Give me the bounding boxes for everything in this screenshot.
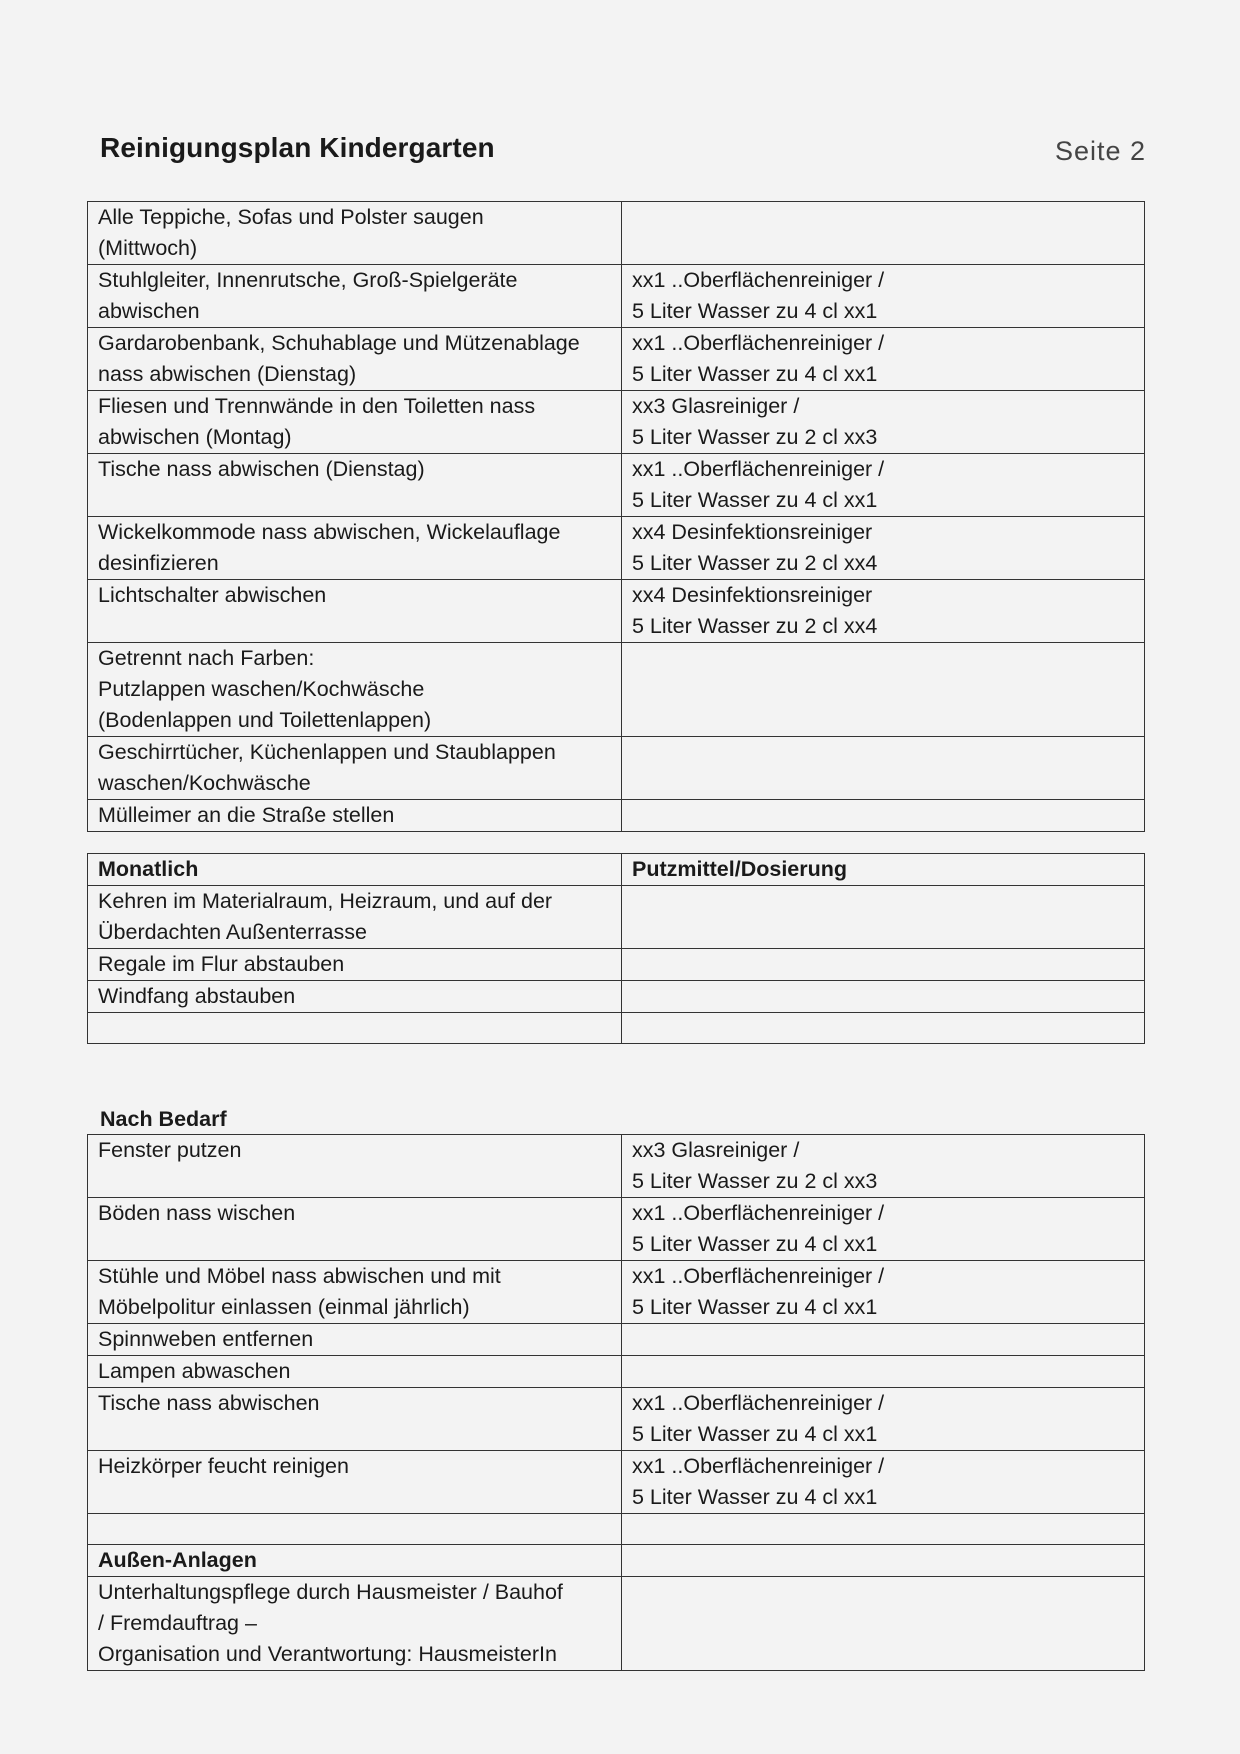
cleaning-table-weekly — [87, 201, 1145, 832]
table-body — [88, 202, 1145, 832]
task-text: Getrennt nach Farben: — [98, 646, 315, 670]
table-row — [88, 1261, 1145, 1324]
table-body — [88, 1135, 1145, 1671]
task-cell — [88, 1324, 622, 1356]
table-row — [88, 580, 1145, 643]
cleaning-table-as-needed — [87, 1134, 1145, 1671]
section-label-nach-bedarf: Nach Bedarf — [100, 1107, 227, 1131]
task-cell — [88, 1514, 622, 1545]
task-text: Heizkörper feucht reinigen — [98, 1454, 349, 1478]
table-row — [88, 1013, 1145, 1044]
task-text: Gardarobenbank, Schuhablage und Mützenablage — [98, 331, 580, 355]
table-row — [88, 643, 1145, 737]
agent-text: 5 Liter Wasser zu 4 cl xx1 — [632, 1485, 878, 1509]
task-cell — [88, 454, 622, 517]
cleaning-agent-cell — [622, 1545, 1145, 1577]
page-title: Reinigungsplan Kindergarten — [100, 132, 495, 163]
task-cell — [88, 886, 622, 949]
agent-text: xx1 ..Oberflächenreiniger / — [632, 331, 885, 355]
agent-text: xx1 ..Oberflächenreiniger / — [632, 1391, 885, 1415]
table-row — [88, 1198, 1145, 1261]
task-text: waschen/Kochwäsche — [98, 771, 311, 795]
task-text: Windfang abstauben — [98, 984, 296, 1008]
agent-text: 5 Liter Wasser zu 2 cl xx4 — [632, 614, 878, 638]
task-text: Möbelpolitur einlassen (einmal jährlich) — [98, 1295, 470, 1319]
task-cell — [88, 1135, 622, 1198]
cleaning-agent-cell — [622, 580, 1145, 643]
cleaning-agent-cell — [622, 1135, 1145, 1198]
cleaning-agent-cell — [622, 1198, 1145, 1261]
table-row — [88, 328, 1145, 391]
task-text: Geschirrtücher, Küchenlappen und Staublappen — [98, 740, 556, 764]
task-text: nass abwischen (Dienstag) — [98, 362, 357, 386]
cleaning-agent-cell — [622, 800, 1145, 832]
cleaning-agent-cell — [622, 1577, 1145, 1671]
agent-text: 5 Liter Wasser zu 4 cl xx1 — [632, 1422, 878, 1446]
cleaning-agent-cell — [622, 1013, 1145, 1044]
task-text: Stuhlgleiter, Innenrutsche, Groß-Spielgeräte — [98, 268, 518, 292]
task-text: Fenster putzen — [98, 1138, 242, 1162]
agent-text: 5 Liter Wasser zu 2 cl xx4 — [632, 551, 878, 575]
table-row — [88, 1451, 1145, 1514]
agent-text: xx3 Glasreiniger / — [632, 394, 800, 418]
task-cell — [88, 800, 622, 832]
table-row — [88, 1388, 1145, 1451]
task-text: Mülleimer an die Straße stellen — [98, 803, 395, 827]
task-cell — [88, 643, 622, 737]
task-text: Kehren im Materialraum, Heizraum, und auf der — [98, 889, 553, 913]
agent-text: xx1 ..Oberflächenreiniger / — [632, 268, 885, 292]
table-row — [88, 1324, 1145, 1356]
task-cell — [88, 1388, 622, 1451]
task-text: Tische nass abwischen (Dienstag) — [98, 457, 425, 481]
agent-text: xx1 ..Oberflächenreiniger / — [632, 1201, 885, 1225]
task-text: abwischen — [98, 299, 200, 323]
task-text: Alle Teppiche, Sofas und Polster saugen — [98, 205, 484, 229]
task-cell — [88, 265, 622, 328]
task-text: Regale im Flur abstauben — [98, 952, 345, 976]
cleaning-agent-cell — [622, 1261, 1145, 1324]
task-cell — [88, 202, 622, 265]
cleaning-agent-cell — [622, 202, 1145, 265]
task-cell — [88, 1577, 622, 1671]
agent-text: xx1 ..Oberflächenreiniger / — [632, 457, 885, 481]
page-number: Seite 2 — [1054, 136, 1146, 166]
task-text: / Fremdauftrag – — [98, 1611, 257, 1635]
task-text: Organisation und Verantwortung: HausmeisterIn — [98, 1642, 557, 1666]
task-cell — [88, 1198, 622, 1261]
agent-text: 5 Liter Wasser zu 4 cl xx1 — [632, 488, 878, 512]
task-cell — [88, 328, 622, 391]
cleaning-agent-cell — [622, 737, 1145, 800]
task-cell — [88, 1261, 622, 1324]
agent-text: xx1 ..Oberflächenreiniger / — [632, 1454, 885, 1478]
agent-text: 5 Liter Wasser zu 4 cl xx1 — [632, 1232, 878, 1256]
task-text: Fliesen und Trennwände in den Toiletten nass — [98, 394, 536, 418]
agent-text: xx3 Glasreiniger / — [632, 1138, 800, 1162]
task-text: Unterhaltungspflege durch Hausmeister / Bauhof — [98, 1580, 563, 1604]
agent-text: xx1 ..Oberflächenreiniger / — [632, 1264, 885, 1288]
agent-text: 5 Liter Wasser zu 4 cl xx1 — [632, 1295, 878, 1319]
cleaning-agent-cell — [622, 886, 1145, 949]
cleaning-agent-cell — [622, 1356, 1145, 1388]
table-row — [88, 1545, 1145, 1577]
cleaning-agent-cell — [622, 454, 1145, 517]
task-text: (Bodenlappen und Toilettenlappen) — [98, 708, 432, 732]
cleaning-agent-cell — [622, 981, 1145, 1013]
task-cell — [88, 981, 622, 1013]
agent-text: 5 Liter Wasser zu 2 cl xx3 — [632, 425, 878, 449]
cleaning-agent-cell — [622, 1451, 1145, 1514]
task-cell — [88, 949, 622, 981]
task-text: desinfizieren — [98, 551, 219, 575]
cleaning-agent-cell — [622, 1324, 1145, 1356]
task-cell — [88, 737, 622, 800]
cleaning-agent-cell — [622, 391, 1145, 454]
task-text: Lampen abwaschen — [98, 1359, 291, 1383]
table-row — [88, 1135, 1145, 1198]
agent-text: 5 Liter Wasser zu 4 cl xx1 — [632, 362, 878, 386]
cleaning-agent-cell — [622, 1514, 1145, 1545]
cleaning-agent-cell — [622, 643, 1145, 737]
table-row — [88, 265, 1145, 328]
task-text: Tische nass abwischen — [98, 1391, 320, 1415]
task-text: Stühle und Möbel nass abwischen und mit — [98, 1264, 501, 1288]
header-task: Monatlich — [88, 854, 622, 886]
task-cell — [88, 1013, 622, 1044]
table-body — [88, 886, 1145, 1044]
task-text: (Mittwoch) — [98, 236, 198, 260]
table-row — [88, 517, 1145, 580]
table-row — [88, 202, 1145, 265]
table-row — [88, 981, 1145, 1013]
task-cell — [88, 1356, 622, 1388]
cleaning-agent-cell — [622, 517, 1145, 580]
task-text: Lichtschalter abwischen — [98, 583, 327, 607]
agent-text: xx4 Desinfektionsreiniger — [632, 520, 873, 544]
table-row — [88, 1356, 1145, 1388]
task-text: Überdachten Außenterrasse — [98, 920, 367, 944]
cleaning-table-monthly — [87, 853, 1145, 1044]
task-cell — [88, 1545, 622, 1577]
cleaning-agent-cell — [622, 1388, 1145, 1451]
cleaning-agent-cell — [622, 328, 1145, 391]
cleaning-agent-cell — [622, 265, 1145, 328]
agent-text: 5 Liter Wasser zu 4 cl xx1 — [632, 299, 878, 323]
task-cell — [88, 517, 622, 580]
table-row — [88, 454, 1145, 517]
agent-text: xx4 Desinfektionsreiniger — [632, 583, 873, 607]
task-text: Außen-Anlagen — [98, 1548, 257, 1572]
table-row — [88, 949, 1145, 981]
task-cell — [88, 391, 622, 454]
cleaning-agent-cell — [622, 949, 1145, 981]
agent-text: 5 Liter Wasser zu 2 cl xx3 — [632, 1169, 878, 1193]
task-text: Wickelkommode nass abwischen, Wickelauflage — [98, 520, 561, 544]
table-row — [88, 800, 1145, 832]
header-agent: Putzmittel/Dosierung — [622, 854, 1145, 886]
task-text: Putzlappen waschen/Kochwäsche — [98, 677, 425, 701]
table-row — [88, 886, 1145, 949]
table-header-row — [88, 854, 1145, 886]
task-cell — [88, 580, 622, 643]
task-cell — [88, 1451, 622, 1514]
task-text: Spinnweben entfernen — [98, 1327, 314, 1351]
table-row — [88, 391, 1145, 454]
table-row — [88, 1577, 1145, 1671]
table-row — [88, 1514, 1145, 1545]
table-row — [88, 737, 1145, 800]
task-text: abwischen (Montag) — [98, 425, 292, 449]
task-text: Böden nass wischen — [98, 1201, 296, 1225]
